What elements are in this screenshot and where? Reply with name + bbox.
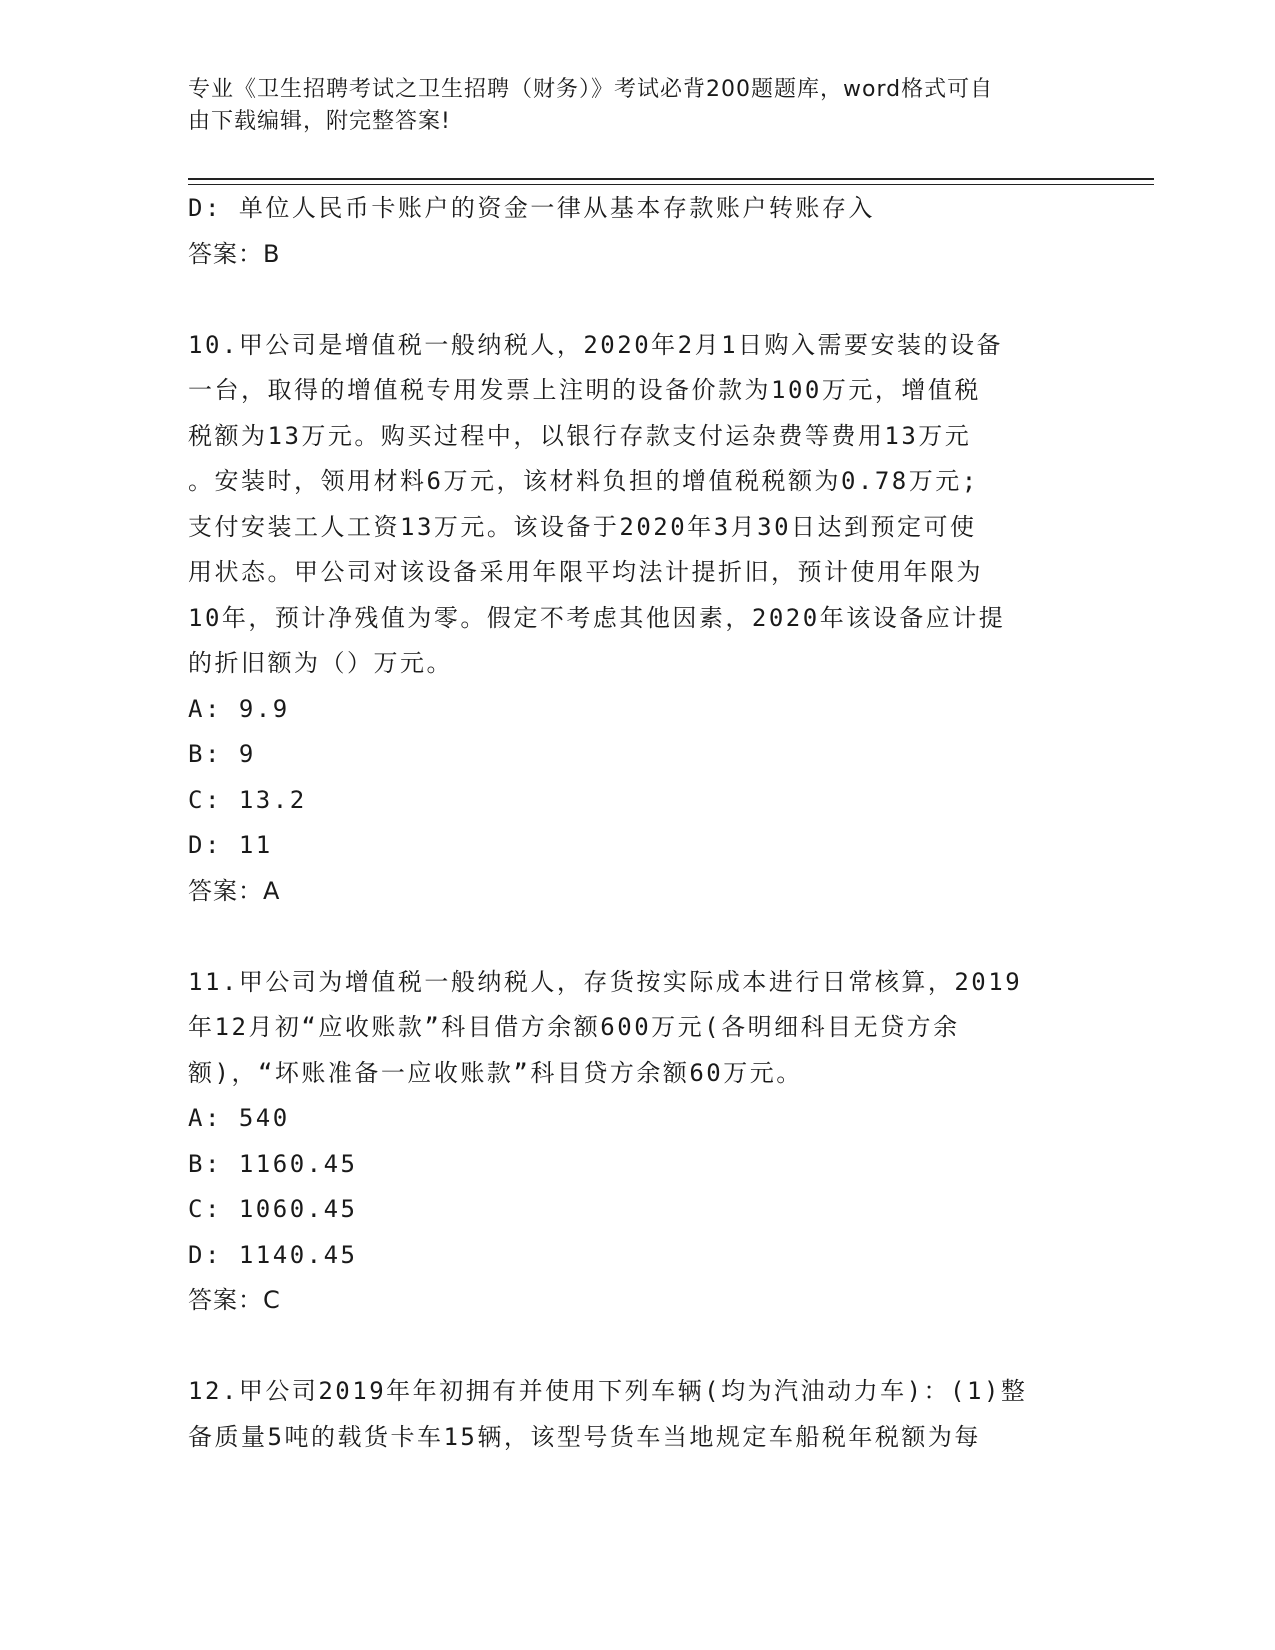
carryover-option-d: D: 单位人民币卡账户的资金一律从基本存款账户转账存入 — [188, 194, 875, 222]
spacer — [188, 914, 1088, 960]
option-d: D: 11 — [188, 831, 273, 859]
header-line-2: 由下载编辑，附完整答案! — [188, 109, 451, 134]
question-text-line: 11.甲公司为增值税一般纳税人，存货按实际成本进行日常核算，2019 — [188, 967, 1023, 996]
option-b: B: 9 — [188, 740, 256, 768]
option-a: A: 9.9 — [188, 694, 290, 723]
question-12 — [188, 1369, 1088, 1460]
spacer — [188, 277, 1088, 323]
question-text-line: 的折旧额为（）万元。 — [188, 649, 453, 677]
option-d: D: 1140.45 — [188, 1240, 358, 1269]
question-text-line: 10年，预计净残值为零。假定不考虑其他因素，2020年该设备应计提 — [188, 603, 1006, 632]
question-text-line: 用状态。甲公司对该设备采用年限平均法计提折旧，预计使用年限为 — [188, 558, 983, 586]
question-text-line: 10.甲公司是增值税一般纳税人，2020年2月1日购入需要安装的设备 — [188, 330, 1004, 359]
header-line-1: 专业《卫生招聘考试之卫生招聘（财务）》考试必背200题题库，word格式可自 — [188, 77, 994, 102]
question-text-line: 额)，“坏账准备一应收账款”科目贷方余额60万元。 — [188, 1058, 803, 1087]
question-text-line: 税额为13万元。购买过程中，以银行存款支付运杂费等费用13万元 — [188, 421, 972, 450]
header-rule-thick — [188, 178, 1154, 180]
question-text-line: 。安装时，领用材料6万元，该材料负担的增值税税额为0.78万元; — [188, 467, 979, 495]
question-10 — [188, 323, 1088, 915]
carryover-answer: 答案：B — [188, 239, 281, 268]
option-c: C: 13.2 — [188, 785, 307, 814]
document-body — [188, 186, 1088, 1460]
answer: 答案：A — [188, 876, 281, 905]
question-text-line: 12.甲公司2019年年初拥有并使用下列车辆(均为汽油动力车)：(1)整 — [188, 1377, 1028, 1405]
answer: 答案：C — [188, 1286, 281, 1314]
option-c: C: 1060.45 — [188, 1195, 358, 1223]
question-text-line: 一台，取得的增值税专用发票上注明的设备价款为100万元，增值税 — [188, 376, 981, 404]
question-11 — [188, 960, 1088, 1324]
question-text-line: 年12月初“应收账款”科目借方余额600万元(各明细科目无贷方余 — [188, 1013, 960, 1041]
spacer — [188, 1324, 1088, 1370]
question-text-line: 支付安装工人工资13万元。该设备于2020年3月30日达到预定可使 — [188, 512, 977, 541]
option-a: A: 540 — [188, 1104, 290, 1132]
question-text-line: 备质量5吨的载货卡车15辆，该型号货车当地规定车船税年税额为每 — [188, 1422, 981, 1451]
header-rule-thin — [188, 184, 1154, 185]
option-b: B: 1160.45 — [188, 1149, 358, 1178]
document-header — [188, 74, 1068, 138]
